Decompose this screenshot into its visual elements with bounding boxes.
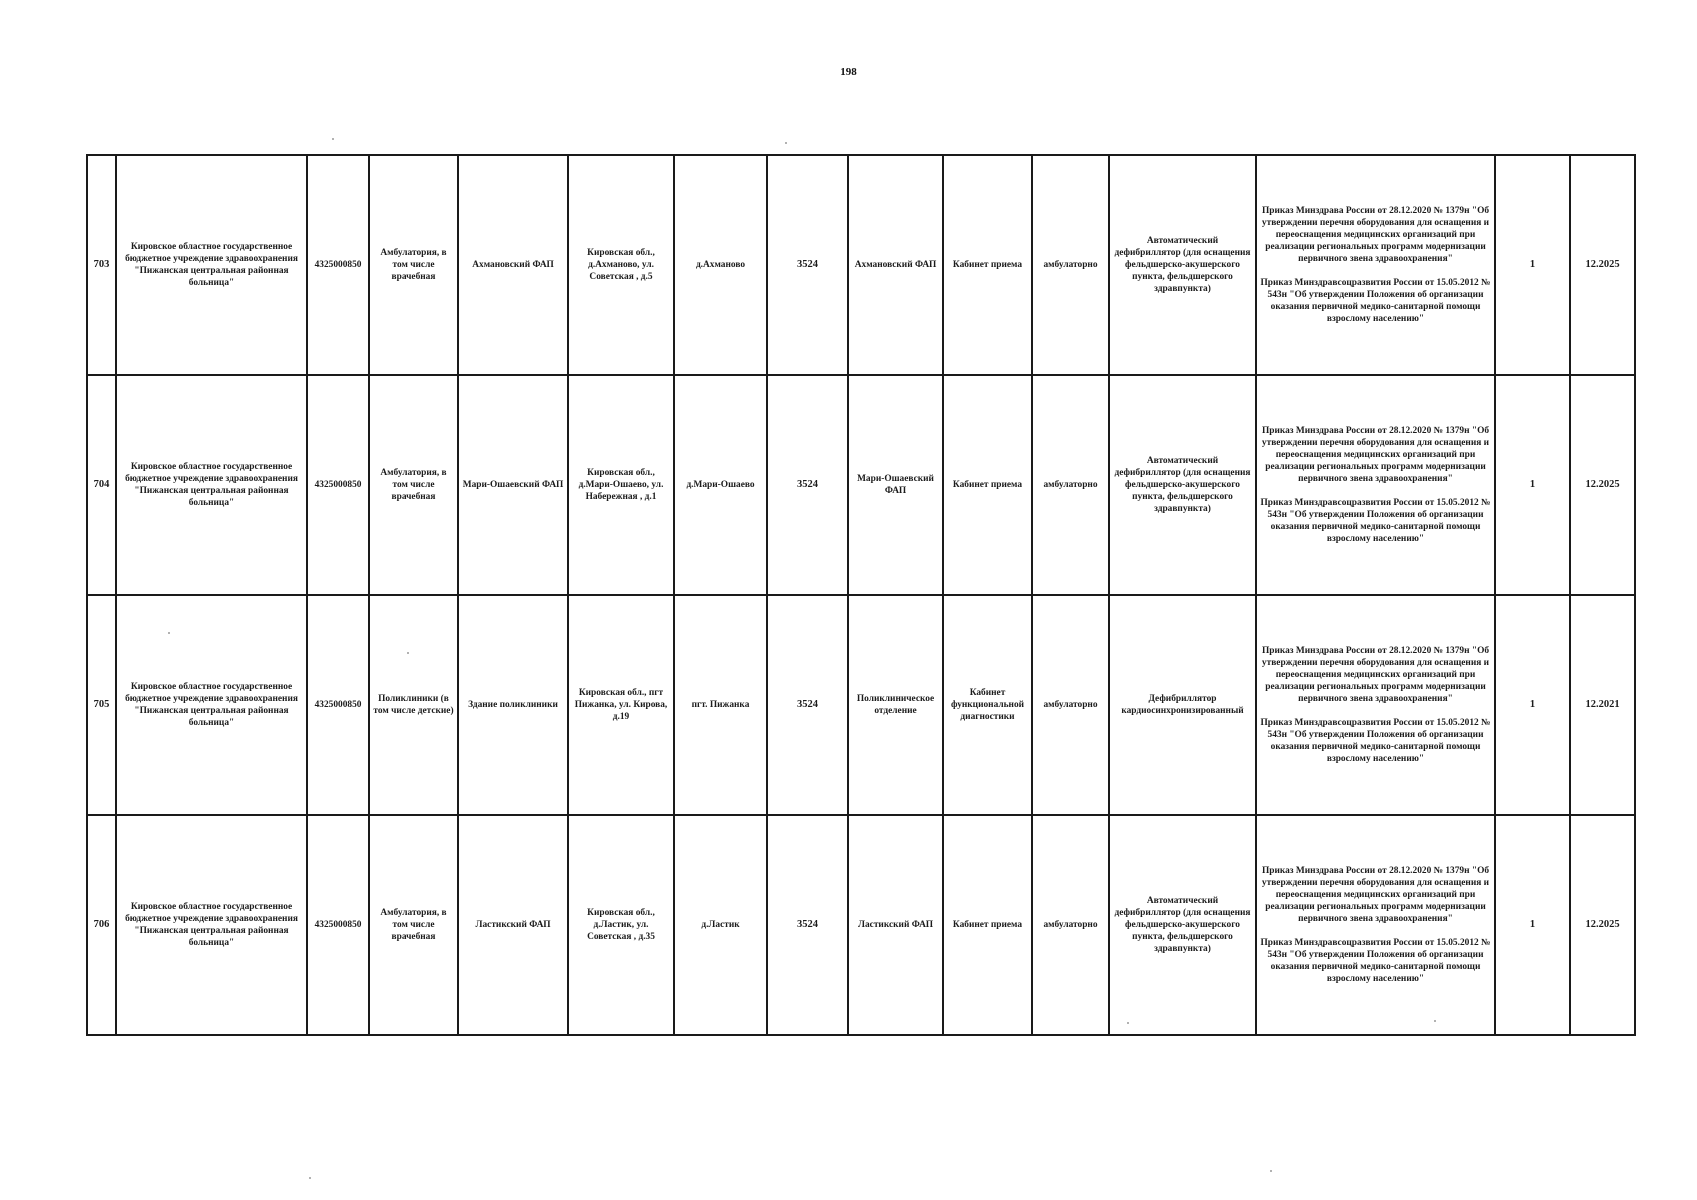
- equipment-name: Автоматический дефибриллятор (для оснащения фельдшерско-акушерского пункта, фельдшерского здравпункта): [1109, 815, 1256, 1035]
- order-543n: Приказ Минздравсоцразвития России от 15.05.2012 № 543н "Об утверждении Положения об организации оказания первичной медико-санитарной помощи взрослому населению": [1260, 717, 1491, 764]
- code: 3524: [767, 815, 848, 1035]
- settlement: д.Ахманово: [674, 155, 767, 375]
- regulatory-documents: [1256, 155, 1495, 375]
- date: 12.2021: [1570, 595, 1635, 815]
- building-name: Здание поликлиники: [458, 595, 568, 815]
- department: Мари-Ошаевский ФАП: [848, 375, 943, 595]
- date: 12.2025: [1570, 815, 1635, 1035]
- facility-type: Амбулатория, в том числе врачебная: [369, 815, 458, 1035]
- equipment-name: Дефибриллятор кардиосинхронизированный: [1109, 595, 1256, 815]
- order-543n: Приказ Минздравсоцразвития России от 15.05.2012 № 543н "Об утверждении Положения об организации оказания первичной медико-санитарной помощи взрослому населению": [1260, 497, 1491, 544]
- doc-spacer: [1260, 926, 1491, 937]
- scan-speck: [1434, 1020, 1436, 1022]
- care-form: амбулаторно: [1032, 815, 1109, 1035]
- department: Поликлиническое отделение: [848, 595, 943, 815]
- organization-name: Кировское областное государственное бюджетное учреждение здравоохранения "Пижанская центральная районная больница": [116, 595, 307, 815]
- department: Ластикский ФАП: [848, 815, 943, 1035]
- organization-name: Кировское областное государственное бюджетное учреждение здравоохранения "Пижанская центральная районная больница": [116, 375, 307, 595]
- building-name: Ахмановский ФАП: [458, 155, 568, 375]
- order-1379n: Приказ Минздрава России от 28.12.2020 № 1379н "Об утверждении перечня оборудования для оснащения и переоснащения медицинских организаций при реализации региональных программ модернизации первичного звена здравоохранения": [1261, 866, 1490, 925]
- doc-spacer: [1260, 706, 1491, 717]
- code: 3524: [767, 375, 848, 595]
- scan-speck: [1127, 1022, 1129, 1024]
- address: Кировская обл., пгт Пижанка, ул. Кирова, д.19: [568, 595, 674, 815]
- row-number: 706: [87, 815, 116, 1035]
- order-1379n: Приказ Минздрава России от 28.12.2020 № 1379н "Об утверждении перечня оборудования для оснащения и переоснащения медицинских организаций при реализации региональных программ модернизации первичного звена здравоохранения": [1261, 206, 1490, 265]
- date: 12.2025: [1570, 375, 1635, 595]
- order-1379n: Приказ Минздрава России от 28.12.2020 № 1379н "Об утверждении перечня оборудования для оснащения и переоснащения медицинских организаций при реализации региональных программ модернизации первичного звена здравоохранения": [1261, 426, 1490, 485]
- page-number: 198: [840, 66, 857, 78]
- room: Кабинет приема: [943, 815, 1032, 1035]
- equipment-name: Автоматический дефибриллятор (для оснащения фельдшерско-акушерского пункта, фельдшерского здравпункта): [1109, 155, 1256, 375]
- row-number: 703: [87, 155, 116, 375]
- scan-speck: [168, 632, 170, 634]
- inn-code: 4325000850: [307, 375, 369, 595]
- settlement: д.Мари-Ошаево: [674, 375, 767, 595]
- inn-code: 4325000850: [307, 155, 369, 375]
- scan-speck: [1270, 1170, 1272, 1172]
- order-1379n: Приказ Минздрава России от 28.12.2020 № 1379н "Об утверждении перечня оборудования для оснащения и переоснащения медицинских организаций при реализации региональных программ модернизации первичного звена здравоохранения": [1261, 646, 1490, 705]
- inn-code: 4325000850: [307, 595, 369, 815]
- room: Кабинет приема: [943, 155, 1032, 375]
- scan-speck: [407, 652, 409, 654]
- care-form: амбулаторно: [1032, 155, 1109, 375]
- facility-type: Амбулатория, в том числе врачебная: [369, 375, 458, 595]
- quantity: 1: [1495, 155, 1570, 375]
- table-row: [87, 375, 1635, 595]
- code: 3524: [767, 155, 848, 375]
- equipment-name: Автоматический дефибриллятор (для оснащения фельдшерско-акушерского пункта, фельдшерского здравпункта): [1109, 375, 1256, 595]
- facility-type: Амбулатория, в том числе врачебная: [369, 155, 458, 375]
- settlement: пгт. Пижанка: [674, 595, 767, 815]
- table-body: [87, 155, 1635, 1035]
- regulatory-documents: [1256, 815, 1495, 1035]
- row-number: 705: [87, 595, 116, 815]
- building-name: Ластикский ФАП: [458, 815, 568, 1035]
- quantity: 1: [1495, 595, 1570, 815]
- facility-type: Поликлиники (в том числе детские): [369, 595, 458, 815]
- equipment-table: [86, 154, 1636, 1036]
- doc-spacer: [1260, 486, 1491, 497]
- room: Кабинет приема: [943, 375, 1032, 595]
- room: Кабинет функциональной диагностики: [943, 595, 1032, 815]
- order-543n: Приказ Минздравсоцразвития России от 15.05.2012 № 543н "Об утверждении Положения об организации оказания первичной медико-санитарной помощи взрослому населению": [1260, 937, 1491, 984]
- address: Кировская обл., д.Ластик, ул. Советская , д.35: [568, 815, 674, 1035]
- table-row: [87, 595, 1635, 815]
- date: 12.2025: [1570, 155, 1635, 375]
- table-row: [87, 815, 1635, 1035]
- table-row: [87, 155, 1635, 375]
- department: Ахмановский ФАП: [848, 155, 943, 375]
- quantity: 1: [1495, 375, 1570, 595]
- inn-code: 4325000850: [307, 815, 369, 1035]
- quantity: 1: [1495, 815, 1570, 1035]
- care-form: амбулаторно: [1032, 375, 1109, 595]
- address: Кировская обл., д.Мари-Ошаево, ул. Набережная , д.1: [568, 375, 674, 595]
- doc-spacer: [1260, 266, 1491, 277]
- address: Кировская обл., д.Ахманово, ул. Советская , д.5: [568, 155, 674, 375]
- scan-speck: [785, 142, 787, 144]
- row-number: 704: [87, 375, 116, 595]
- settlement: д.Ластик: [674, 815, 767, 1035]
- organization-name: Кировское областное государственное бюджетное учреждение здравоохранения "Пижанская центральная районная больница": [116, 155, 307, 375]
- scan-speck: [309, 1177, 311, 1179]
- regulatory-documents: [1256, 375, 1495, 595]
- scan-speck: [332, 138, 334, 140]
- order-543n: Приказ Минздравсоцразвития России от 15.05.2012 № 543н "Об утверждении Положения об организации оказания первичной медико-санитарной помощи взрослому населению": [1260, 277, 1491, 324]
- building-name: Мари-Ошаевский ФАП: [458, 375, 568, 595]
- care-form: амбулаторно: [1032, 595, 1109, 815]
- organization-name: Кировское областное государственное бюджетное учреждение здравоохранения "Пижанская центральная районная больница": [116, 815, 307, 1035]
- code: 3524: [767, 595, 848, 815]
- regulatory-documents: [1256, 595, 1495, 815]
